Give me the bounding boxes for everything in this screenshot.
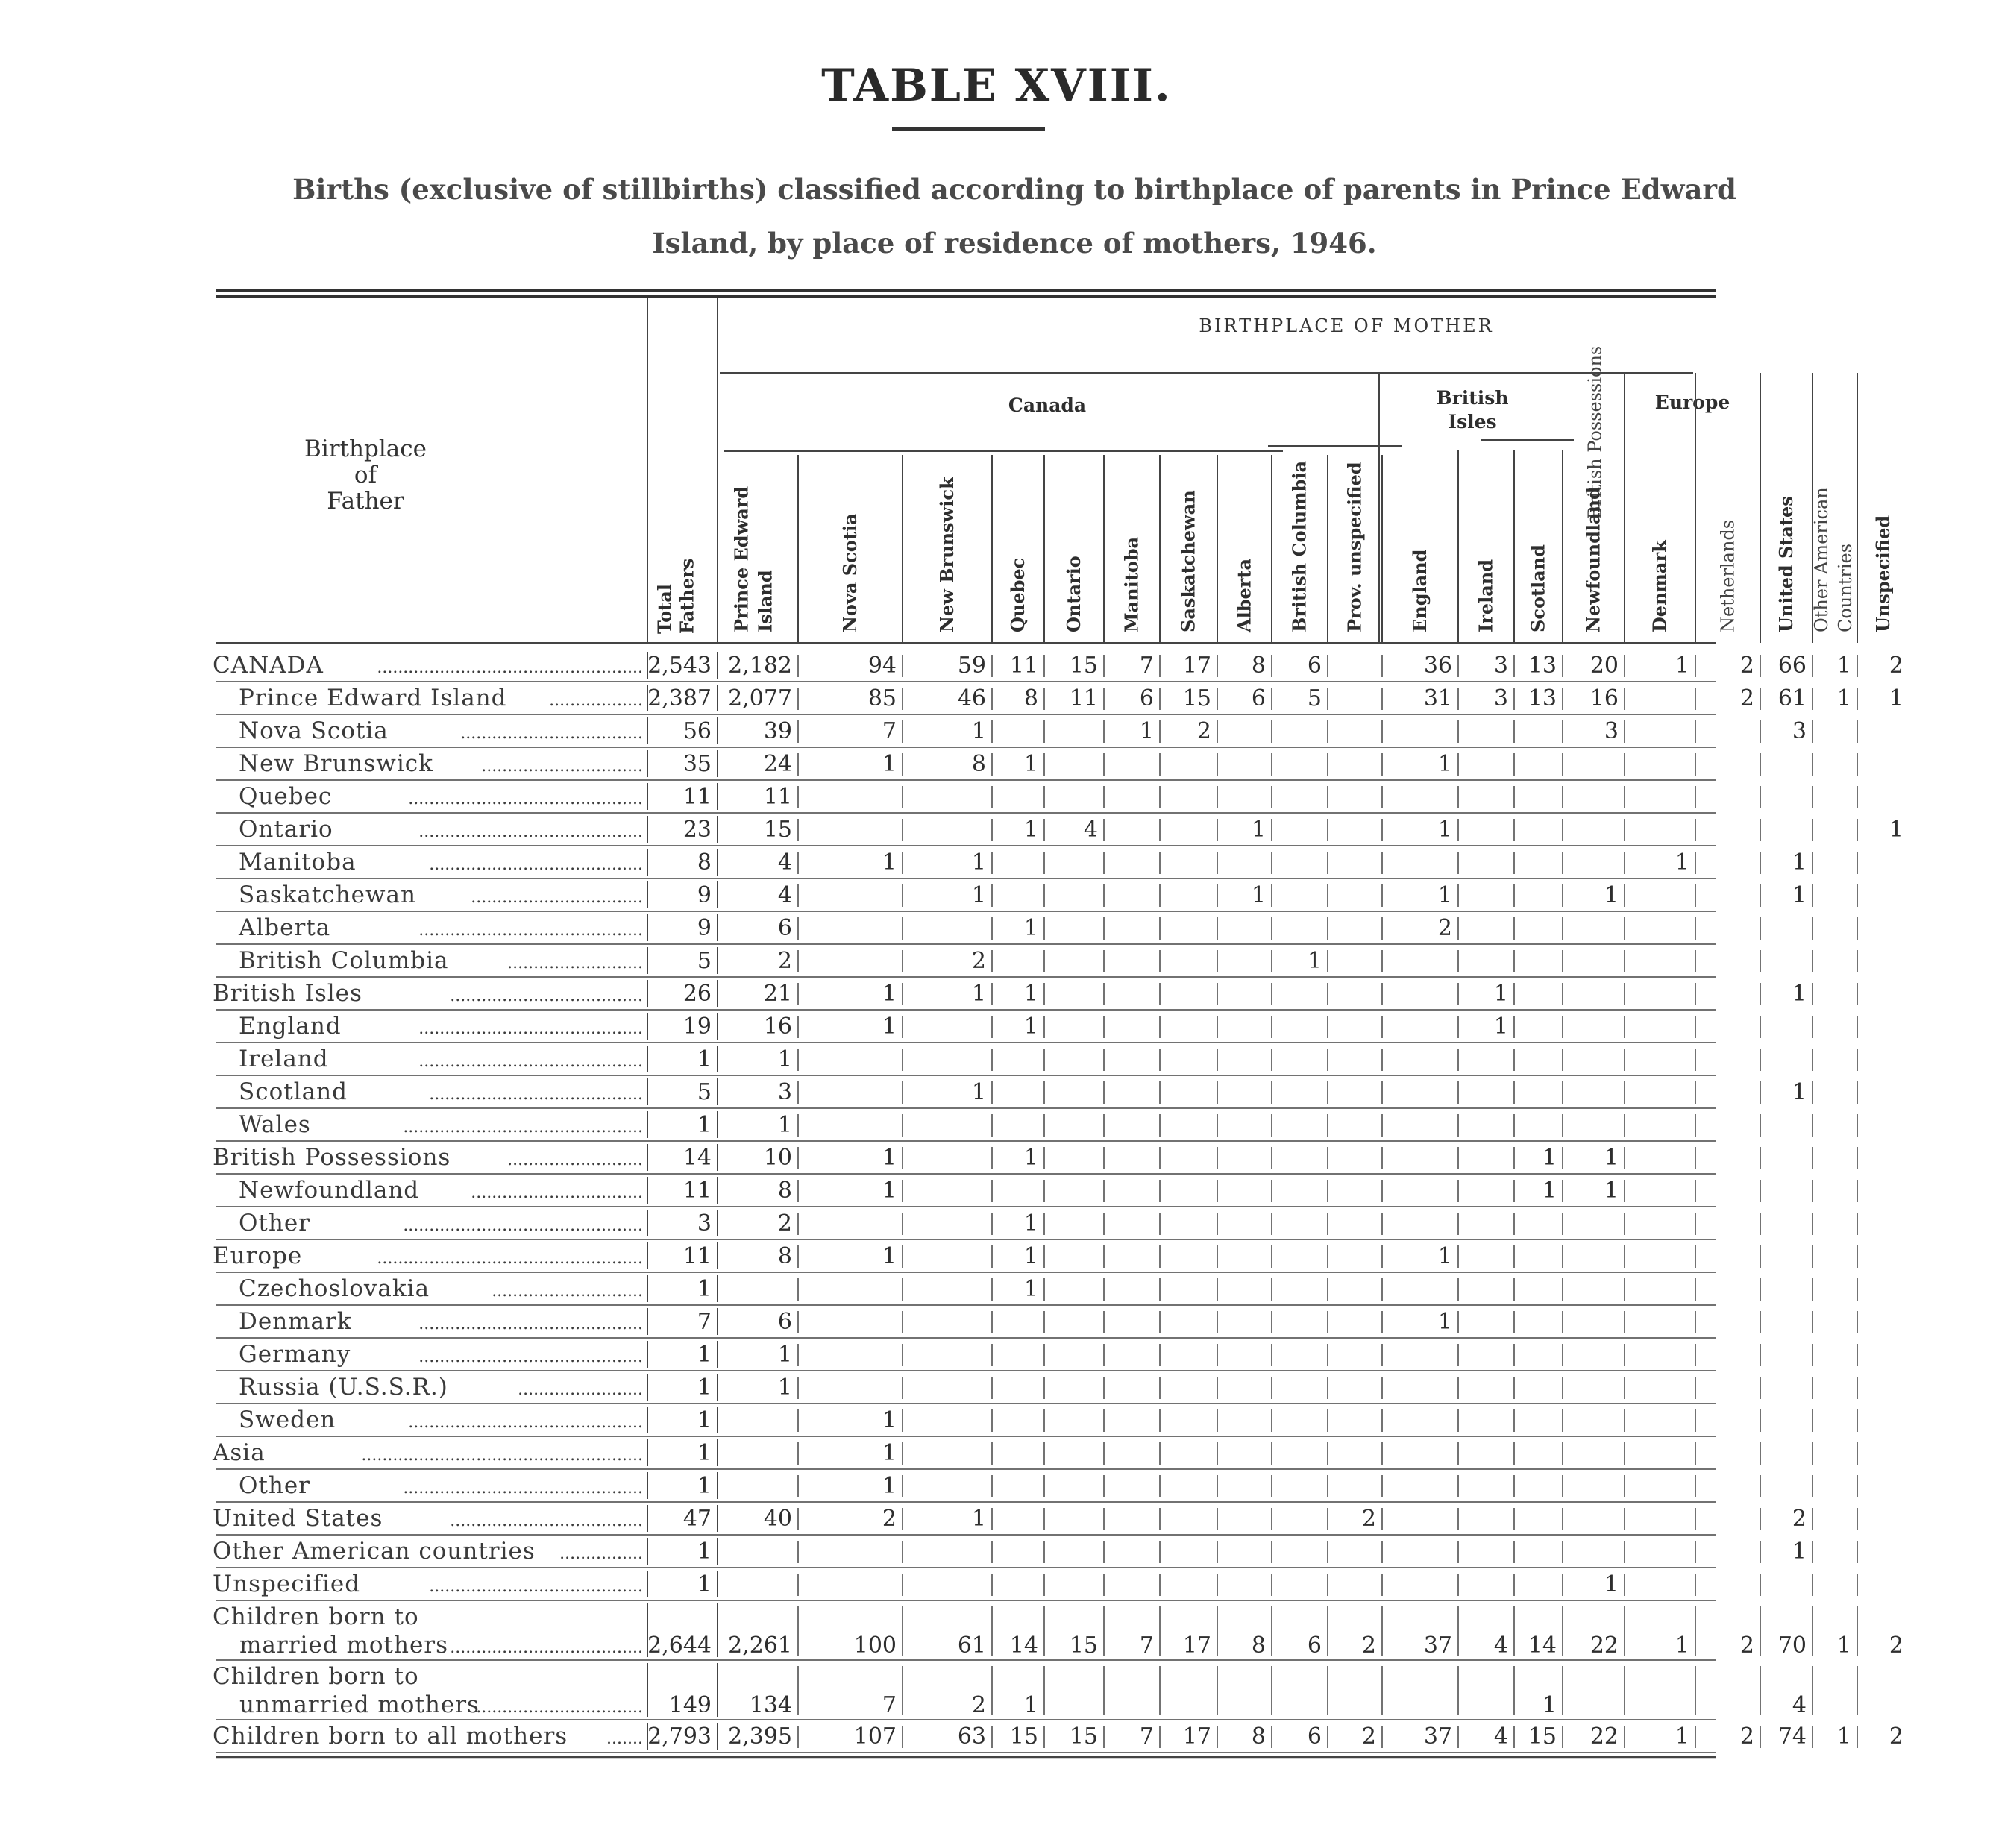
table-cell: 17: [1182, 1723, 1211, 1750]
table-cell: 2,395: [728, 1723, 792, 1750]
birthplace-of-mother-header: BIRTHPLACE OF MOTHER: [1199, 315, 1494, 336]
table-cell: 3: [1493, 685, 1508, 711]
table-cell: 46: [957, 685, 986, 711]
column-header-10: England: [1409, 549, 1431, 632]
table-cell: 2: [1361, 1723, 1376, 1750]
row-dot-leader: ..........................: [507, 1151, 643, 1169]
row-label: Unspecified: [213, 1571, 361, 1597]
table-cell: 94: [867, 653, 897, 679]
table-cell: 4: [1493, 1632, 1508, 1659]
table-cell: 1: [697, 1473, 712, 1499]
table-cell: 1: [1542, 1145, 1557, 1171]
table-cell: 1: [777, 1342, 792, 1368]
row-dot-leader: ..............................................: [403, 1216, 643, 1235]
table-cell: 2: [1792, 1506, 1807, 1532]
table-cell: 31: [1423, 685, 1452, 711]
table-cell: 20: [1589, 653, 1619, 679]
column-header-17-line2: Countries: [1835, 543, 1856, 632]
table-cell: 39: [763, 718, 792, 744]
table-cell: 37: [1423, 1723, 1452, 1750]
table-cell: 100: [853, 1632, 897, 1659]
table-cell: 61: [957, 1632, 986, 1659]
table-cell: 8: [1251, 1723, 1266, 1750]
table-cell: 1: [1604, 882, 1619, 908]
row-dot-leader: ...........................................: [418, 921, 643, 940]
table-cell: 14: [1009, 1632, 1038, 1659]
column-header-3: Quebec: [1007, 557, 1029, 632]
table-cell: 2: [1739, 1723, 1754, 1750]
table-cell: 1: [1023, 1013, 1038, 1040]
table-cell: 47: [682, 1506, 712, 1532]
table-cell: 61: [1777, 685, 1807, 711]
table-cell: 2,644: [647, 1632, 712, 1659]
table-cell: 1: [882, 1473, 897, 1499]
table-cell: 1: [971, 981, 986, 1007]
table-cell: 1: [697, 1571, 712, 1597]
group-british-possessions: British Possessions: [1584, 345, 1606, 520]
table-cell: 11: [682, 1178, 712, 1204]
table-cell: 1: [1023, 1276, 1038, 1302]
table-cell: 22: [1589, 1723, 1619, 1750]
row-label: Quebec: [239, 783, 333, 810]
table-cell: 1: [697, 1342, 712, 1368]
row-dot-leader: ..........................: [507, 954, 643, 972]
table-cell: 1: [882, 1178, 897, 1204]
table-cell: 5: [697, 948, 712, 974]
table-cell: 1: [1792, 849, 1807, 876]
table-cell: 15: [1182, 685, 1211, 711]
row-label: Prince Edward Island: [239, 685, 507, 711]
column-header-15: Netherlands: [1717, 519, 1739, 632]
table-cell: 15: [1069, 653, 1098, 679]
table-cell: 7: [882, 1692, 897, 1718]
table-cell: 16: [763, 1013, 792, 1040]
table-cell: 1: [1023, 915, 1038, 941]
table-cell: 1: [971, 1079, 986, 1105]
table-cell: 1: [1792, 981, 1807, 1007]
table-cell: 74: [1777, 1723, 1807, 1750]
table-cell: 1: [1493, 1013, 1508, 1040]
row-label: Children born to: [213, 1603, 419, 1630]
table-cell: 21: [763, 981, 792, 1007]
table-cell: 7: [1139, 1723, 1154, 1750]
stub-header-line: Birthplace: [304, 436, 427, 462]
table-cell: 1: [882, 1013, 897, 1040]
table-cell: 1: [697, 1440, 712, 1466]
table-cell: 1: [1023, 751, 1038, 777]
table-cell: 1: [1675, 1723, 1689, 1750]
group-europe: Europe: [1654, 392, 1730, 413]
table-cell: 8: [971, 751, 986, 777]
table-cell: 149: [668, 1692, 712, 1718]
table-cell: 2: [1196, 718, 1211, 744]
table-cell: 1: [1493, 981, 1508, 1007]
table-cell: 5: [697, 1079, 712, 1105]
row-dot-leader: ...........................................: [418, 1315, 643, 1333]
row-dot-leader: ...................................................: [377, 659, 643, 677]
table-cell: 14: [1528, 1632, 1557, 1659]
row-dot-leader: .........................................: [429, 855, 643, 874]
table-cell: 10: [763, 1145, 792, 1171]
table-cell: 134: [749, 1692, 792, 1718]
row-label: New Brunswick: [239, 750, 433, 777]
table-cell: 6: [1307, 1723, 1322, 1750]
table-cell: 7: [1139, 1632, 1154, 1659]
table-cell: 26: [682, 981, 712, 1007]
table-cell: 2,543: [647, 653, 712, 679]
row-label: Asia: [213, 1439, 266, 1466]
table-cell: 6: [1307, 653, 1322, 679]
table-cell: 2: [777, 948, 792, 974]
table-cell: 11: [1009, 653, 1038, 679]
row-label-line2: married mothers: [239, 1632, 449, 1659]
table-cell: 1: [1307, 948, 1322, 974]
table-cell: 2,261: [728, 1632, 792, 1659]
row-dot-leader: .....................................: [450, 1512, 643, 1530]
table-cell: 16: [1589, 685, 1619, 711]
table-cell: 1: [697, 1276, 712, 1302]
table-cell: 6: [777, 915, 792, 941]
table-cell: 2: [971, 948, 986, 974]
table-cell: 8: [697, 849, 712, 876]
table-cell: 1: [1542, 1178, 1557, 1204]
table-cell: 15: [1069, 1723, 1098, 1750]
table-cell: 13: [1528, 653, 1557, 679]
row-label: Europe: [213, 1242, 303, 1269]
table-cell: 9: [697, 915, 712, 941]
table-cell: 6: [1307, 1632, 1322, 1659]
row-dot-leader: .....................................: [450, 1638, 643, 1657]
table-cell: 1: [1889, 685, 1903, 711]
table-cell: 13: [1528, 685, 1557, 711]
row-dot-leader: ................: [559, 1544, 643, 1563]
row-dot-leader: .............................................: [408, 1413, 643, 1432]
table-cell: 63: [957, 1723, 986, 1750]
row-dot-leader: ...................................: [460, 724, 643, 743]
group-british-isles: Isles: [1448, 411, 1497, 433]
table-cell: 40: [763, 1506, 792, 1532]
table-cell: 4: [1083, 817, 1098, 843]
table-cell: 11: [1069, 685, 1098, 711]
table-cell: 1: [1437, 1309, 1452, 1335]
table-cell: 2: [1889, 653, 1903, 679]
table-cell: 1: [777, 1046, 792, 1072]
table-cell: 1: [1604, 1145, 1619, 1171]
table-cell: 1: [697, 1407, 712, 1433]
subtitle-line-2: Island, by place of residence of mothers, 1946.: [652, 227, 1377, 260]
table-cell: 1: [882, 1145, 897, 1171]
table-cell: 1: [1675, 849, 1689, 876]
row-label-line2: unmarried mothers: [239, 1691, 480, 1718]
row-dot-leader: ......................................................: [361, 1446, 643, 1465]
row-label: British Columbia: [239, 947, 449, 974]
stub-header-line: of: [354, 462, 377, 488]
table-cell: 2,182: [728, 653, 792, 679]
table-cell: 19: [682, 1013, 712, 1040]
table-cell: 1: [882, 1407, 897, 1433]
row-dot-leader: ...................................................: [377, 1249, 643, 1268]
table-cell: 1: [882, 981, 897, 1007]
row-label: Russia (U.S.S.R.): [239, 1374, 448, 1401]
row-dot-leader: ..............................................: [403, 1479, 643, 1497]
column-header-6: Saskatchewan: [1177, 490, 1199, 632]
table-cell: 1: [777, 1374, 792, 1401]
table-cell: 1: [882, 849, 897, 876]
table-cell: 15: [763, 817, 792, 843]
table-cell: 1: [1023, 981, 1038, 1007]
row-dot-leader: ........................: [518, 1380, 643, 1399]
table-cell: 11: [682, 1243, 712, 1269]
table-cell: 1: [971, 1506, 986, 1532]
row-dot-leader: ...........................................: [418, 1052, 643, 1071]
row-label: Other: [239, 1210, 311, 1236]
column-header-4: Ontario: [1063, 556, 1085, 632]
row-label: British Isles: [213, 980, 362, 1007]
row-label: Sweden: [239, 1407, 336, 1433]
row-label: England: [239, 1013, 342, 1040]
table-cell: 59: [957, 653, 986, 679]
row-dot-leader: ...........................................: [418, 1348, 643, 1366]
row-label: Newfoundland: [239, 1177, 420, 1204]
table-cell: 15: [1069, 1632, 1098, 1659]
table-cell: 17: [1182, 653, 1211, 679]
stub-header-line: Father: [327, 488, 404, 515]
table-cell: 1: [1836, 653, 1851, 679]
row-label: British Possessions: [213, 1144, 451, 1171]
table-cell: 2: [1739, 1632, 1754, 1659]
row-dot-leader: .....................................: [450, 987, 643, 1005]
table-cell: 66: [1777, 653, 1807, 679]
group-canada: Canada: [1008, 395, 1087, 416]
column-header-12: Scotland: [1527, 544, 1549, 632]
table-cell: 14: [682, 1145, 712, 1171]
table-cell: 4: [777, 882, 792, 908]
table-cell: 1: [882, 1440, 897, 1466]
row-label: Ireland: [239, 1046, 329, 1072]
table-cell: 4: [1493, 1723, 1508, 1750]
group-british-isles: British: [1436, 387, 1509, 409]
table-cell: 35: [682, 751, 712, 777]
table-cell: 2: [1889, 1723, 1903, 1750]
table-cell: 1: [697, 1046, 712, 1072]
row-dot-leader: .........................................: [429, 1577, 643, 1596]
table-cell: 2,387: [647, 685, 712, 711]
table-cell: 2: [777, 1210, 792, 1236]
row-label: Saskatchewan: [239, 881, 417, 908]
row-label: CANADA: [213, 652, 324, 679]
table-cell: 1: [1675, 653, 1689, 679]
column-header-8: British Columbia: [1288, 460, 1311, 632]
table-cell: 7: [882, 718, 897, 744]
table-cell: 3: [777, 1079, 792, 1105]
row-dot-leader: .......: [606, 1729, 643, 1748]
row-label: Nova Scotia: [239, 717, 389, 744]
row-dot-leader: .............................................: [408, 790, 643, 808]
table-cell: 1: [1792, 1539, 1807, 1565]
column-header-13: Newfoundland: [1582, 487, 1604, 632]
table-cell: 2,077: [728, 685, 792, 711]
row-dot-leader: ...............................: [481, 757, 643, 776]
row-label: Alberta: [239, 914, 331, 941]
row-dot-leader: ...........................................: [418, 1019, 643, 1038]
row-dot-leader: ................................: [476, 1698, 643, 1717]
table-cell: 1: [1023, 1692, 1038, 1718]
table-cell: 5: [1307, 685, 1322, 711]
table-cell: 7: [697, 1309, 712, 1335]
row-dot-leader: ..............................................: [403, 1118, 643, 1137]
table-cell: 1: [1604, 1178, 1619, 1204]
table-cell: 8: [777, 1178, 792, 1204]
table-cell: 1: [1792, 1079, 1807, 1105]
table-cell: 1: [1437, 817, 1452, 843]
table-cell: 1: [882, 751, 897, 777]
table-cell: 1: [697, 1374, 712, 1401]
table-cell: 17: [1182, 1632, 1211, 1659]
table-cell: 1: [1437, 882, 1452, 908]
row-dot-leader: .............................: [492, 1282, 643, 1301]
table-cell: 2: [971, 1692, 986, 1718]
table-cell: 1: [1023, 1243, 1038, 1269]
row-label: Ontario: [239, 816, 333, 843]
table-cell: 4: [1792, 1692, 1807, 1718]
table-cell: 70: [1777, 1632, 1807, 1659]
table-cell: 2: [882, 1506, 897, 1532]
table-cell: 1: [777, 1112, 792, 1138]
column-header-0: Prince Edward: [730, 485, 753, 632]
row-label: Children born to all mothers: [213, 1723, 568, 1750]
total-fathers-header: Fathers: [676, 558, 698, 634]
table-cell: 1: [1675, 1632, 1689, 1659]
table-cell: 1: [1542, 1692, 1557, 1718]
table-cell: 3: [1493, 653, 1508, 679]
table-cell: 36: [1423, 653, 1452, 679]
column-header-1: Nova Scotia: [839, 513, 861, 632]
row-dot-leader: .................................: [471, 1184, 643, 1202]
table-cell: 1: [1836, 1723, 1851, 1750]
table-cell: 3: [697, 1210, 712, 1236]
table-cell: 1: [1889, 817, 1903, 843]
row-label: Manitoba: [239, 849, 357, 876]
row-dot-leader: ..................: [549, 691, 643, 710]
row-label: Czechoslovakia: [239, 1275, 430, 1302]
column-header-0-line2: Island: [754, 570, 776, 632]
table-cell: 1: [1251, 882, 1266, 908]
table-cell: 1: [1251, 817, 1266, 843]
subtitle-line-1: Births (exclusive of stillbirths) classified according to birthplace of parents in Prince Edward: [292, 173, 1736, 206]
table-cell: 8: [1251, 653, 1266, 679]
row-dot-leader: .................................: [471, 888, 643, 907]
table-cell: 15: [1009, 1723, 1038, 1750]
table-cell: 3: [1604, 718, 1619, 744]
table-cell: 1: [1836, 1632, 1851, 1659]
page-title: TABLE XVIII.: [821, 60, 1172, 112]
table-cell: 1: [882, 1243, 897, 1269]
column-header-5: Manitoba: [1120, 536, 1143, 632]
table-cell: 24: [763, 751, 792, 777]
table-cell: 2: [1361, 1506, 1376, 1532]
table-cell: 107: [853, 1723, 897, 1750]
column-header-2: New Brunswick: [936, 477, 958, 632]
table-cell: 2: [1361, 1632, 1376, 1659]
table-cell: 2: [1889, 1632, 1903, 1659]
table-cell: 2: [1739, 685, 1754, 711]
column-header-18: Unspecified: [1872, 515, 1894, 632]
column-header-17: Other American: [1811, 487, 1832, 632]
column-header-16: United States: [1775, 496, 1797, 632]
table-cell: 6: [1139, 685, 1154, 711]
table-cell: 6: [777, 1309, 792, 1335]
table-cell: 3: [1792, 718, 1807, 744]
table-cell: 1: [1023, 1145, 1038, 1171]
row-label: Other American countries: [213, 1538, 536, 1565]
row-label: Scotland: [239, 1078, 348, 1105]
row-label: United States: [213, 1505, 383, 1532]
table-cell: 1: [1023, 817, 1038, 843]
table-cell: 8: [777, 1243, 792, 1269]
table-cell: 1: [697, 1112, 712, 1138]
row-label: Other: [239, 1472, 311, 1499]
row-label: Germany: [239, 1341, 351, 1368]
table-cell: 1: [1437, 1243, 1452, 1269]
row-label: Denmark: [239, 1308, 352, 1335]
table-cell: 2,793: [647, 1723, 712, 1750]
table-cell: 1: [697, 1539, 712, 1565]
table-cell: 1: [1604, 1571, 1619, 1597]
row-dot-leader: .........................................: [429, 1085, 643, 1104]
table-cell: 7: [1139, 653, 1154, 679]
row-label: Children born to: [213, 1663, 419, 1690]
table-cell: 1: [971, 718, 986, 744]
table-cell: 85: [867, 685, 897, 711]
table-cell: 56: [682, 718, 712, 744]
table-cell: 11: [763, 784, 792, 810]
table-cell: 8: [1251, 1632, 1266, 1659]
table-cell: 9: [697, 882, 712, 908]
table-cell: 1: [971, 849, 986, 876]
table-cell: 23: [682, 817, 712, 843]
table-cell: 4: [777, 849, 792, 876]
table-cell: 8: [1023, 685, 1038, 711]
total-fathers-header: Total: [653, 584, 676, 634]
row-dot-leader: ...........................................: [418, 823, 643, 841]
row-label: Wales: [239, 1111, 311, 1138]
table-cell: 6: [1251, 685, 1266, 711]
table-cell: 2: [1739, 653, 1754, 679]
table-cell: 1: [1437, 751, 1452, 777]
table-cell: 1: [1139, 718, 1154, 744]
column-header-7: Alberta: [1233, 558, 1255, 632]
table-cell: 1: [1836, 685, 1851, 711]
table-cell: 1: [971, 882, 986, 908]
table-cell: 1: [1023, 1210, 1038, 1236]
table-cell: 2: [1437, 915, 1452, 941]
table-cell: 37: [1423, 1632, 1452, 1659]
table-cell: 22: [1589, 1632, 1619, 1659]
column-header-14: Denmark: [1648, 540, 1671, 632]
table-cell: 15: [1528, 1723, 1557, 1750]
column-header-9: Prov. unspecified: [1343, 462, 1366, 632]
column-header-11: Ireland: [1475, 559, 1497, 632]
table-cell: 1: [1792, 882, 1807, 908]
table-cell: 11: [682, 784, 712, 810]
